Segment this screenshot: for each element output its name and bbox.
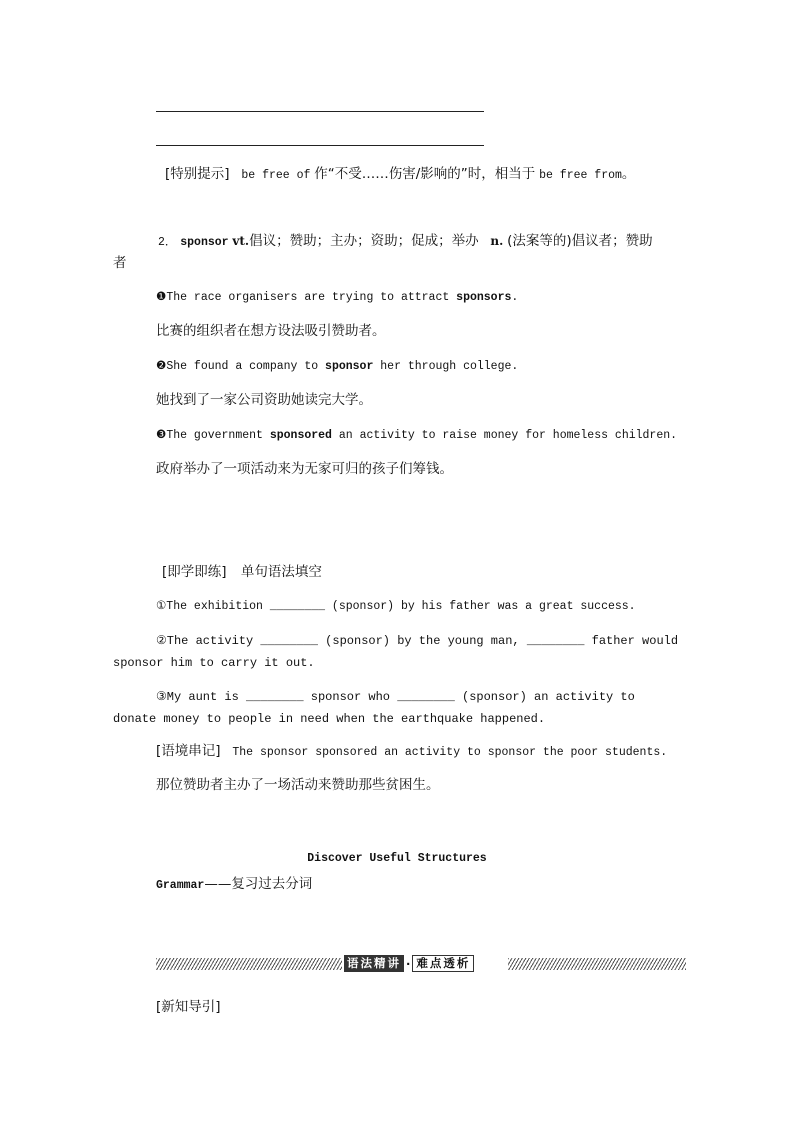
practice-question-3: ③My aunt is ________ sponsor who ________ (sponsor) an activity to donate money to people in need when the earthquake happened. xyxy=(113,690,635,726)
example-3-pre: The government xyxy=(166,429,270,442)
special-note-phrase-2: be free from xyxy=(539,169,622,182)
practice-tag: [即学即练] xyxy=(162,564,227,580)
special-note-phrase-1: be free of xyxy=(241,169,311,182)
practice-question-2: ②The activity ________ (sponsor) by the young man, ________ father would sponsor him to carry it out. xyxy=(113,634,679,670)
banner-rule-left xyxy=(156,958,342,970)
special-note-tag: [特别提示] xyxy=(165,166,230,182)
vocab-entry xyxy=(113,231,683,253)
example-2-pre: She found a company to xyxy=(166,360,326,373)
answer-blank-line-2 xyxy=(156,145,484,146)
special-note xyxy=(165,166,635,184)
example-3-keyword: sponsored xyxy=(269,429,332,442)
example-2-keyword: sponsor xyxy=(325,360,374,373)
grammar-heading xyxy=(156,876,312,894)
context-tag: [语境串记] xyxy=(156,743,221,759)
grammar-separator: —— xyxy=(204,876,232,892)
example-1-translation: 比赛的组织者在想方设法吸引赞助者。 xyxy=(156,323,386,339)
practice-heading xyxy=(162,564,322,580)
section-banner xyxy=(344,955,474,972)
example-2-translation: 她找到了一家公司资助她读完大学。 xyxy=(156,392,372,408)
entry-def-noun-cont: 者 xyxy=(113,255,127,271)
example-1-pre: The race organisers are trying to attract xyxy=(166,291,457,304)
example-1-sentence xyxy=(156,290,518,306)
practice-question-1: ①The exhibition ________ (sponsor) by his father was a great success. xyxy=(156,600,636,613)
banner-rule-right xyxy=(508,958,686,970)
example-3-sentence xyxy=(156,428,677,444)
banner-label-1: 语法精讲 xyxy=(344,955,404,972)
entry-word: sponsor xyxy=(180,236,229,249)
example-3-marker: ❸ xyxy=(156,429,167,442)
special-note-text: 作“不受……伤害/影响的”时，相当于 xyxy=(314,166,536,182)
context-sentence: The sponsor sponsored an activity to sponsor the poor students. xyxy=(232,746,668,759)
context-translation: 那位赞助者主办了一场活动来赞助那些贫困生。 xyxy=(156,777,440,793)
grammar-topic: 复习过去分词 xyxy=(231,876,313,892)
special-note-end: 。 xyxy=(621,166,636,182)
example-3-post: an activity to raise money for homeless children. xyxy=(331,429,678,442)
section-heading: Discover Useful Structures xyxy=(307,852,487,865)
entry-def-noun: (法案等的)倡议者；赞助 xyxy=(507,233,653,249)
entry-def-verb: 倡议；赞助；主办；资助；促成；举办 xyxy=(249,233,479,249)
example-2-sentence xyxy=(156,359,518,375)
example-1-marker: ❶ xyxy=(156,291,167,304)
intro-tag: [新知导引] xyxy=(156,999,221,1015)
banner-label-2: 难点透析 xyxy=(412,955,474,972)
example-2-post: her through college. xyxy=(373,360,519,373)
answer-blank-line-1 xyxy=(156,111,484,112)
grammar-label: Grammar xyxy=(156,879,205,892)
example-1-keyword: sponsors xyxy=(456,291,512,304)
entry-pos-noun: n. xyxy=(490,234,504,248)
entry-pos-verb: vt. xyxy=(232,234,250,248)
entry-number: 2． xyxy=(158,236,177,249)
example-2-marker: ❷ xyxy=(156,360,167,373)
context-memory xyxy=(156,743,667,761)
example-1-post: . xyxy=(511,291,519,304)
example-3-translation: 政府举办了一项活动来为无家可归的孩子们筹钱。 xyxy=(156,461,453,477)
practice-title: 单句语法填空 xyxy=(240,564,322,580)
banner-dot: · xyxy=(406,956,411,971)
